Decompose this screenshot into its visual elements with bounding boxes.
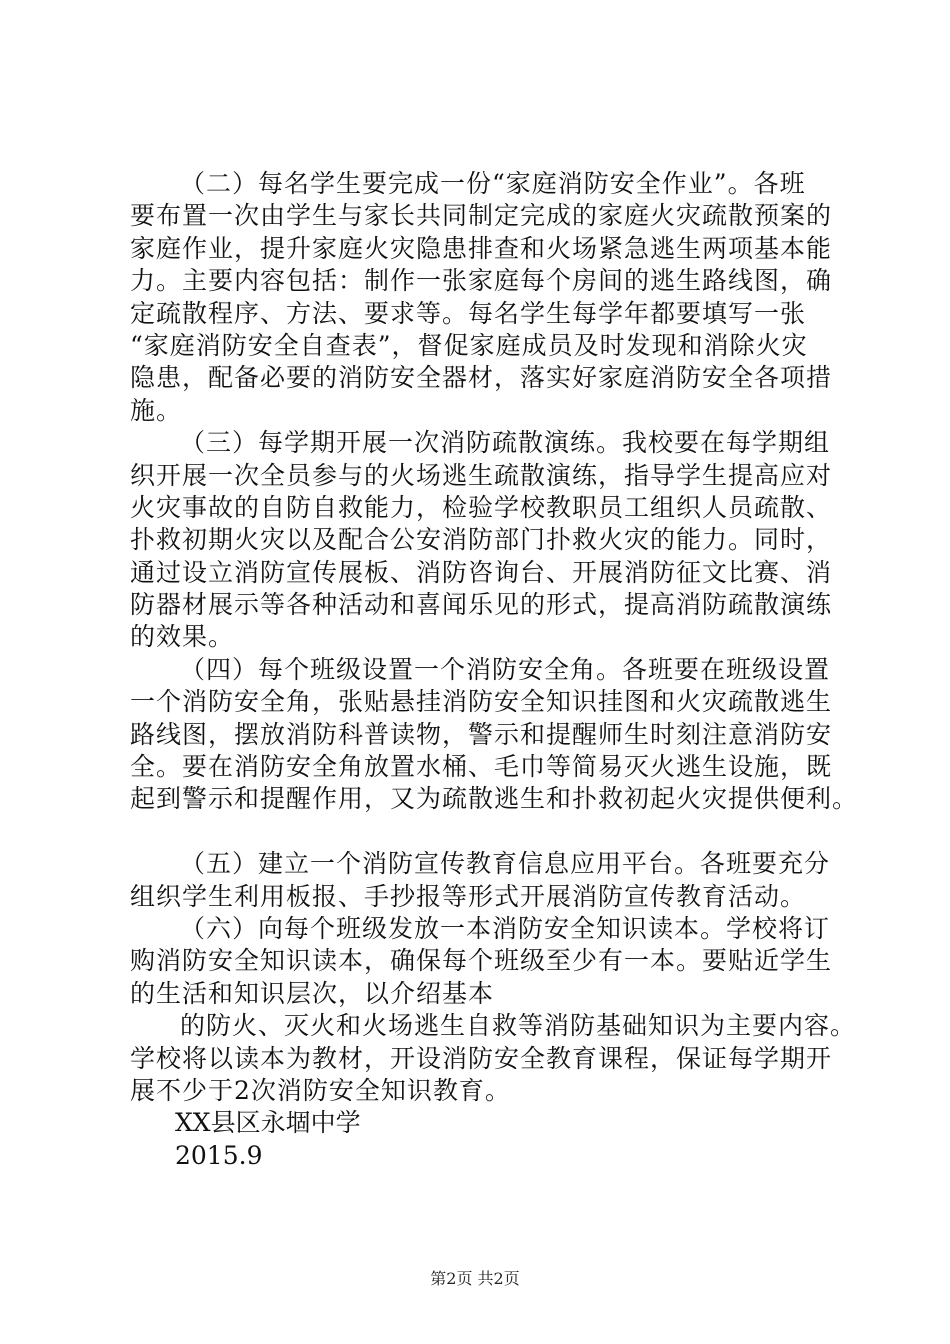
paragraph-line: 全。要在消防安全角放置水桶、毛巾等简易灭火逃生设施，既 xyxy=(130,752,833,782)
blank-line xyxy=(130,816,850,848)
paragraph-line: 的防火、灭火和火场逃生自救等消防基础知识为主要内容。 xyxy=(180,1011,857,1041)
paragraph-line: 扑救初期火灾以及配合公安消防部门扑救火灾的能力。同时， xyxy=(130,525,833,555)
paragraph-line: 火灾事故的自防自救能力，检验学校教职员工组织人员疏散、 xyxy=(130,492,833,522)
paragraph-line: “家庭消防安全自查表”，督促家庭成员及时发现和消除火灾 xyxy=(130,330,808,360)
document-body xyxy=(130,168,859,1172)
paragraph-line: 通过设立消防宣传展板、消防咨询台、开展消防征文比赛、消 xyxy=(130,557,833,587)
paragraph-line: （六）向每个班级发放一本消防安全知识读本。学校将订 xyxy=(180,913,831,943)
paragraph-line: 组织学生利用板报、手抄报等形式开展消防宣传教育活动。 xyxy=(130,881,807,911)
paragraph-line: 路线图，摆放消防科普读物，警示和提醒师生时刻注意消防安 xyxy=(130,719,833,749)
paragraph-line: 购消防安全知识读本，确保每个班级至少有一本。要贴近学生 xyxy=(130,946,833,976)
paragraph-line: （三）每学期开展一次消防疏散演练。我校要在每学期组 xyxy=(180,428,831,458)
paragraph-line: 的效果。 xyxy=(130,622,235,652)
paragraph-line: 学校将以读本为教材，开设消防安全教育课程，保证每学期开 xyxy=(130,1043,833,1073)
paragraph-line: 隐患，配备必要的消防安全器材，落实好家庭消防安全各项措 xyxy=(130,363,833,393)
paragraph-line: 防器材展示等各种活动和喜闻乐见的形式，提高消防疏散演练 xyxy=(130,590,833,620)
signature-date: 2015.9 xyxy=(175,1140,263,1170)
paragraph-line: （二）每名学生要完成一份“家庭消防安全作业”。各班 xyxy=(180,169,806,198)
paragraph-line: 力。主要内容包括：制作一张家庭每个房间的逃生路线图，确 xyxy=(130,266,833,296)
paragraph-line: 要布置一次由学生与家长共同制定完成的家庭火灾疏散预案的 xyxy=(130,201,833,231)
signature-org: XX县区永堌中学 xyxy=(175,1108,361,1138)
paragraph-line: 的生活和知识层次，以介绍基本 xyxy=(130,978,495,1008)
page-footer: 第2页 共2页 xyxy=(430,1269,520,1288)
paragraph-line: 织开展一次全员参与的火场逃生疏散演练，指导学生提高应对 xyxy=(130,460,833,490)
paragraph-line: 定疏散程序、方法、要求等。每名学生每学年都要填写一张 xyxy=(130,298,807,328)
paragraph-line: 起到警示和提醒作用，又为疏散逃生和扑救初起火灾提供便利。 xyxy=(130,784,859,814)
paragraph-line: 施。 xyxy=(130,395,183,425)
paragraph-line: （四）每个班级设置一个消防安全角。各班要在班级设置 xyxy=(180,654,831,684)
paragraph-line: （五）建立一个消防宣传教育信息应用平台。各班要充分 xyxy=(180,849,831,879)
paragraph-line: 展不少于2次消防安全知识教育。 xyxy=(130,1075,511,1105)
paragraph-line: 家庭作业，提升家庭火灾隐患排查和火场紧急逃生两项基本能 xyxy=(130,233,833,263)
paragraph-line: 一个消防安全角，张贴悬挂消防安全知识挂图和火灾疏散逃生 xyxy=(130,687,833,717)
